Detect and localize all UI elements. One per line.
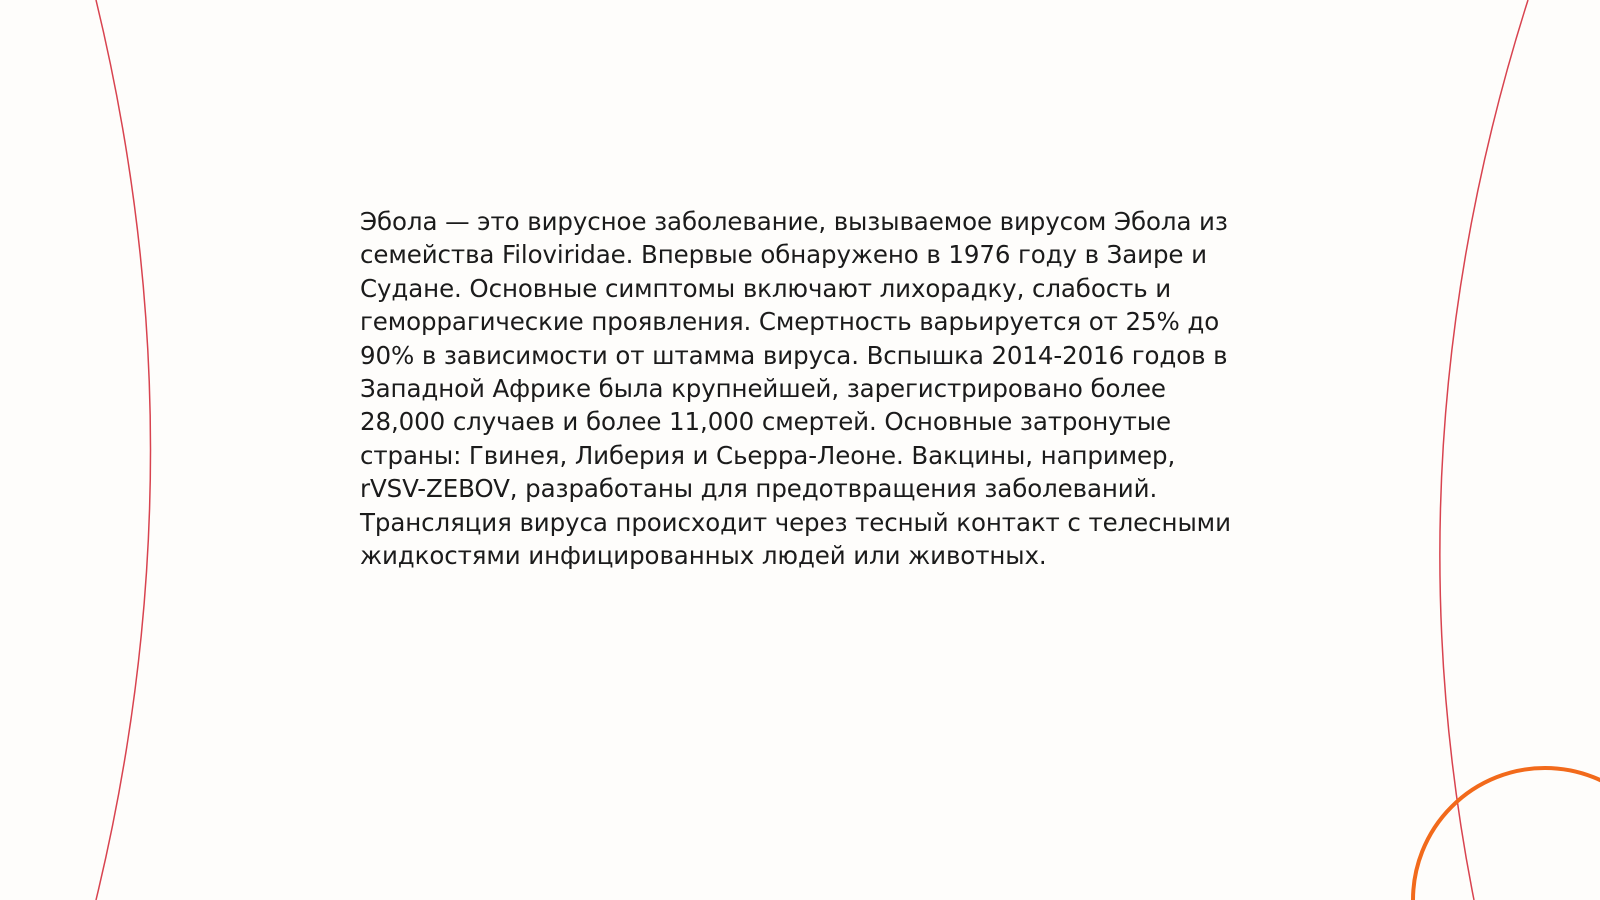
- left-decorative-curve: [96, 0, 151, 900]
- right-decorative-curve: [1440, 0, 1528, 900]
- orange-accent-circle: [1413, 768, 1600, 900]
- slide-body-text: Эбола — это вирусное заболевание, вызываемое вирусом Эбола из семейства Filoviridae. Впервые обнаружено в 1976 году в Заире и Судане. Основные симптомы включают лихорадку, слабость и геморрагические проявления. Смертность варьируется от 25% до 90% в зависимости от штамма вируса. Вспышка 2014-2016 годов в Западной Африке была крупнейшей, зарегистрировано более 28,000 случаев и более 11,000 смертей. Основные затронутые страны: Гвинея, Либерия и Сьерра-Леоне. Вакцины, например, rVSV-ZEBOV, разработаны для предотвращения заболеваний. Трансляция вируса происходит через тесный контакт с телесными жидкостями инфицированных людей или животных.: [360, 207, 1231, 571]
